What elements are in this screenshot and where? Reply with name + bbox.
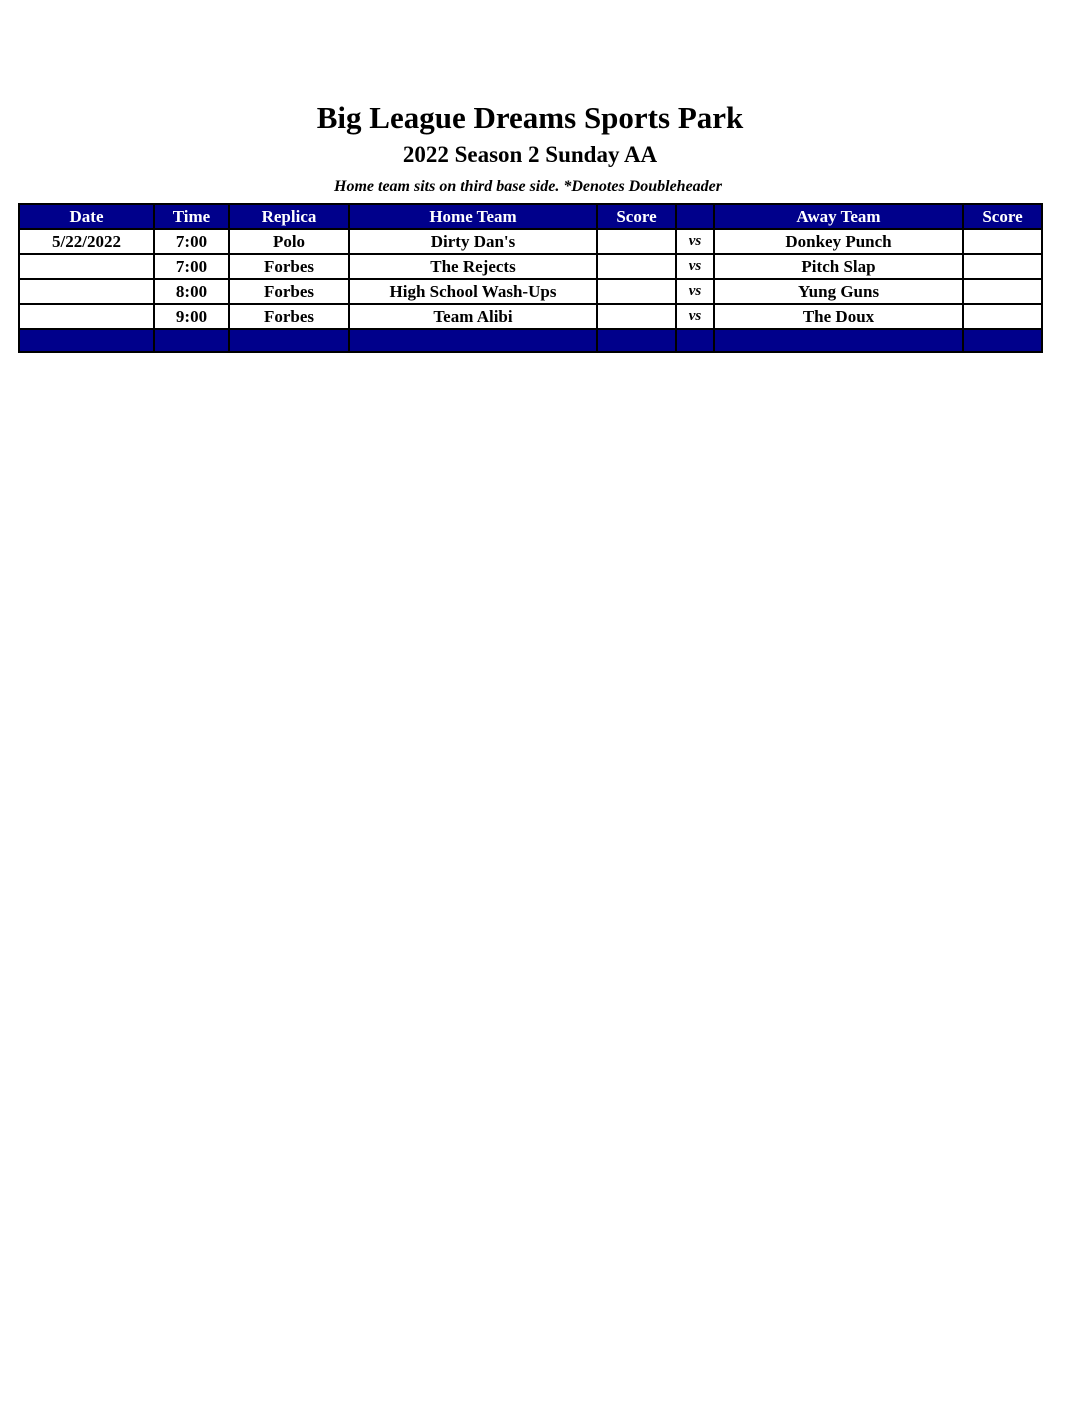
cell-vs: vs [676,254,714,279]
cell-home-score [597,229,676,254]
page-title: Big League Dreams Sports Park [316,100,744,135]
cell-vs: vs [676,304,714,329]
cell-date: 5/22/2022 [19,229,154,254]
header-away-team: Away Team [714,204,963,229]
cell-home-score [597,254,676,279]
cell-time: 9:00 [154,304,229,329]
footer-cell [676,329,714,352]
table-row [19,254,1042,279]
header-time: Time [154,204,229,229]
header-date: Date [19,204,154,229]
table-row [19,229,1042,254]
cell-replica: Forbes [229,279,349,304]
schedule-table [18,203,1043,353]
cell-away-team: Yung Guns [714,279,963,304]
header-vs [676,204,714,229]
table-footer-row [19,329,1042,352]
cell-replica: Polo [229,229,349,254]
cell-replica: Forbes [229,304,349,329]
cell-home-team: Dirty Dan's [349,229,597,254]
table-row [19,279,1042,304]
cell-away-score [963,304,1042,329]
header-home-score: Score [597,204,676,229]
table-row [19,304,1042,329]
footer-cell [963,329,1042,352]
footer-cell [597,329,676,352]
cell-date [19,254,154,279]
footer-cell [349,329,597,352]
cell-time: 7:00 [154,229,229,254]
cell-replica: Forbes [229,254,349,279]
cell-time: 8:00 [154,279,229,304]
header-away-score: Score [963,204,1042,229]
cell-away-score [963,254,1042,279]
cell-vs: vs [676,279,714,304]
cell-home-team: The Rejects [349,254,597,279]
cell-home-score [597,279,676,304]
cell-home-team: High School Wash-Ups [349,279,597,304]
table-header-row [19,204,1042,229]
cell-vs: vs [676,229,714,254]
footer-cell [714,329,963,352]
schedule-note: Home team sits on third base side. *Denotes Doubleheader [334,178,722,195]
cell-away-score [963,279,1042,304]
page-subtitle: 2022 Season 2 Sunday AA [402,142,658,167]
cell-home-score [597,304,676,329]
cell-time: 7:00 [154,254,229,279]
footer-cell [229,329,349,352]
footer-cell [154,329,229,352]
cell-date [19,304,154,329]
header-replica: Replica [229,204,349,229]
cell-away-team: Donkey Punch [714,229,963,254]
cell-home-team: Team Alibi [349,304,597,329]
cell-away-team: Pitch Slap [714,254,963,279]
cell-away-score [963,229,1042,254]
header-home-team: Home Team [349,204,597,229]
cell-away-team: The Doux [714,304,963,329]
cell-date [19,279,154,304]
footer-cell [19,329,154,352]
